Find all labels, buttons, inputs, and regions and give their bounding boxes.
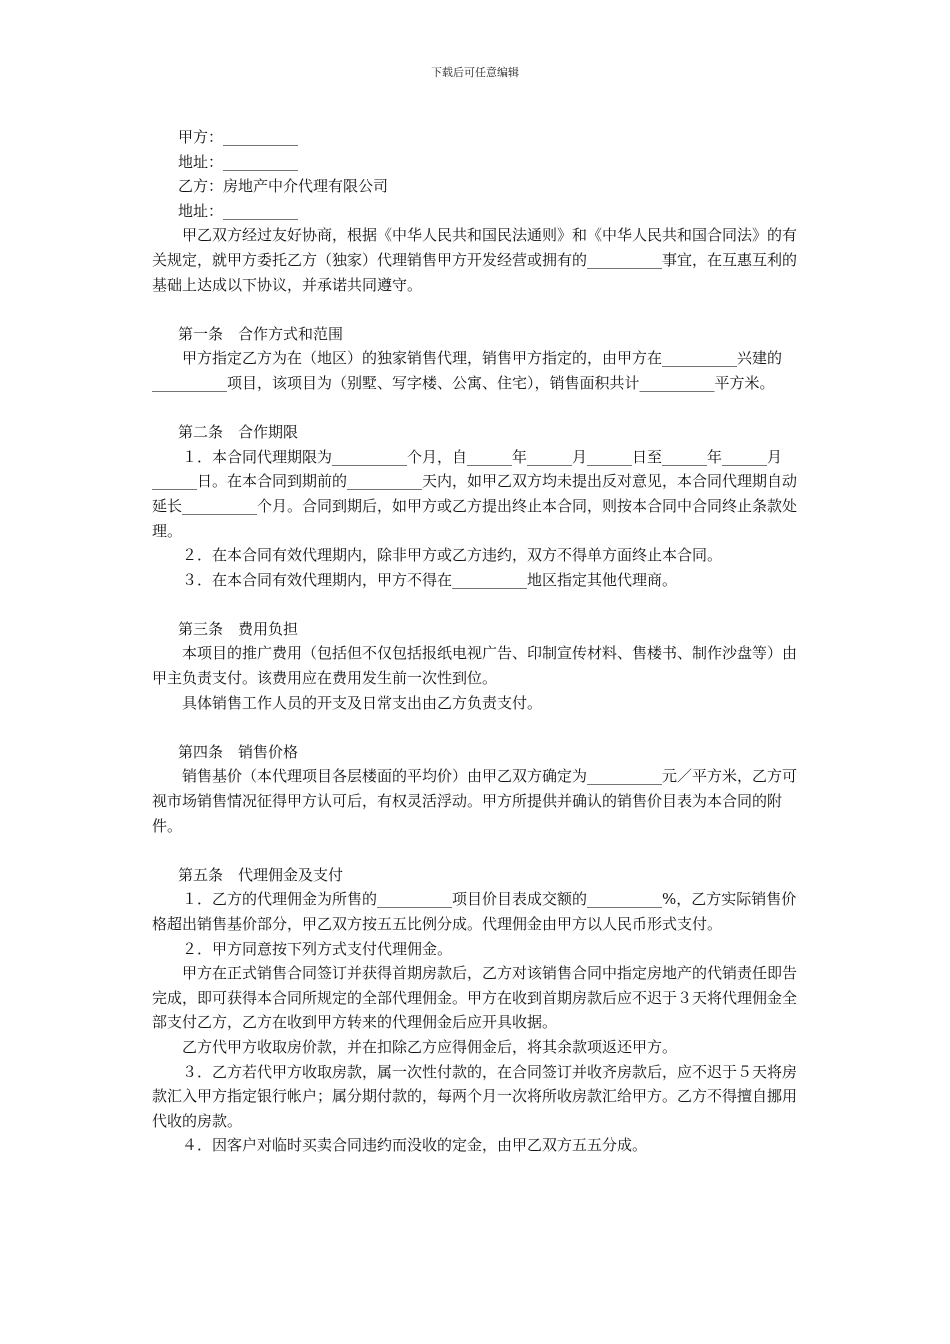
article-heading: 第四条 销售价格 bbox=[178, 742, 299, 761]
article-heading: 第二条 合作期限 bbox=[178, 423, 299, 442]
article-heading: 第一条 合作方式和范围 bbox=[178, 324, 344, 343]
article-paragraph: ２．甲方同意按下列方式支付代理佣金。 bbox=[182, 939, 453, 958]
article-heading: 第五条 代理佣金及支付 bbox=[178, 865, 344, 884]
article-paragraph: 甲方指定乙方为在（地区）的独家销售代理，销售甲方指定的，由甲方在__________兴建的__________项目，该项目为（别墅、写字楼、公寓、住宅），销售面积共计__________平方米。 bbox=[152, 349, 783, 392]
article-paragraph: ４．因客户对临时买卖合同违约而没收的定金，由甲乙双方五五分成。 bbox=[182, 1136, 648, 1155]
address-a-line: 地址：__________ bbox=[178, 152, 299, 171]
article-paragraph: 本项目的推广费用（包括但不仅包括报纸电视广告、印制宣传材料、售楼书、制作沙盘等）由甲主负责支付。该费用应在费用发生前一次性到位。 bbox=[152, 644, 798, 688]
article-paragraph: 乙方代甲方收取房价款，并在扣除乙方应得佣金后，将其余款项返还甲方。 bbox=[182, 1037, 678, 1056]
address-b-line: 地址：__________ bbox=[178, 201, 299, 220]
article-paragraph: １．乙方的代理佣金为所售的__________项目价目表成交额的__________%，乙方实际销售价格超出销售基价部分，甲乙双方按五五比例分成。代理佣金由甲方以人民币形式支付。 bbox=[152, 890, 797, 933]
article-paragraph: ３．在本合同有效代理期内，甲方不得在__________地区指定其他代理商。 bbox=[182, 570, 678, 589]
party-a-line: 甲方：__________ bbox=[178, 128, 299, 146]
article-paragraph: １．本合同代理期限为__________个月，自______年______月______日至______年______月______日。在本合同到期前的__________天内，如甲乙双方均未提出反对意见，本合同代理期自动延长__________个月。合同到期后，如甲方或乙方提出终止本合同，则按本合同中合同终止条款处理。 bbox=[152, 447, 798, 540]
article-paragraph: 甲方在正式销售合同签订并获得首期房款后，乙方对该销售合同中指定房地产的代销责任即告完成，即可获得本合同所规定的全部代理佣金。甲方在收到首期房款后应不迟于３天将代理佣金全部支付乙方，乙方在收到甲方转来的代理佣金后应开具收据。 bbox=[152, 964, 798, 1032]
party-b-line: 乙方：房地产中介代理有限公司 bbox=[178, 177, 389, 196]
article-paragraph: 销售基价（本代理项目各层楼面的平均价）由甲乙双方确定为__________元／平方米，乙方可视市场销售情况征得甲方认可后，有权灵活浮动。甲方所提供并确认的销售价目表为本合同的附件。 bbox=[152, 767, 798, 835]
article-heading: 第三条 费用负担 bbox=[178, 619, 299, 638]
intro-paragraph: 甲乙双方经过友好协商，根据《中华人民共和国民法通则》和《中华人民共和国合同法》的有关规定，就甲方委托乙方（独家）代理销售甲方开发经营或拥有的__________事宜，在互惠互利的基础上达成以下协议，并承诺共同遵守。 bbox=[152, 226, 798, 294]
article-paragraph: 具体销售工作人员的开支及日常支出由乙方负责支付。 bbox=[182, 693, 543, 712]
page-header: 下载后可任意编辑 bbox=[431, 66, 519, 79]
article-paragraph: ３．乙方若代甲方收取房款，属一次性付款的，在合同签订并收齐房款后，应不迟于５天将房款汇入甲方指定银行帐户；属分期付款的，每两个月一次将所收房款汇给甲方。乙方不得擅自挪用代收的房款。 bbox=[152, 1062, 798, 1130]
article-paragraph: ２．在本合同有效代理期内，除非甲方或乙方违约，双方不得单方面终止本合同。 bbox=[182, 546, 723, 565]
contract-body bbox=[152, 125, 802, 1158]
